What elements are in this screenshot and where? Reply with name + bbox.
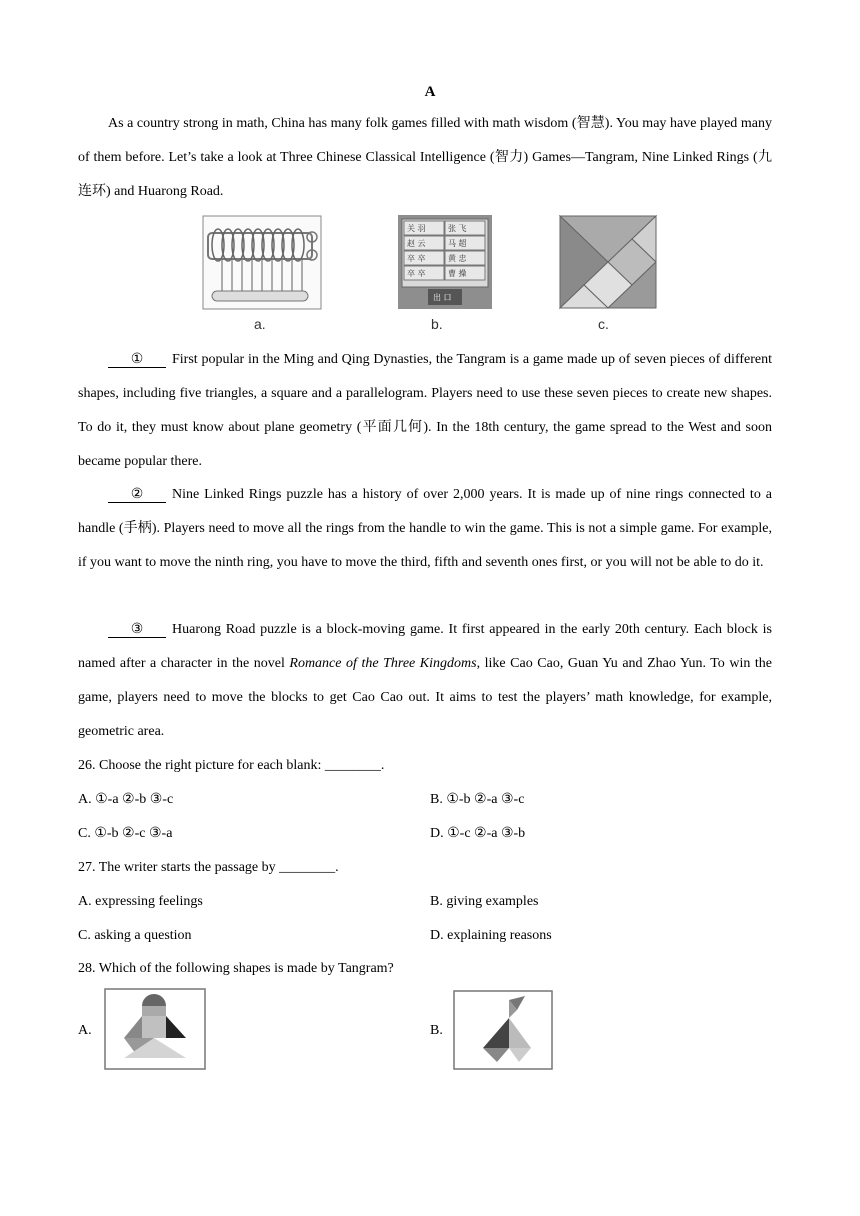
question-27-option-b[interactable]: B. giving examples (430, 894, 539, 909)
huarong-cell-text: 马 超 (448, 239, 467, 248)
intro-paragraph: As a country strong in math, China has many folk games filled with math wisdom (智慧). You may have played many of them before. Let’s take a look at Three Chinese Classical Intelligence (智力) Games—Tangram, Nine Linked Rings (九连环) and Huarong Road. (78, 116, 772, 199)
blank-1: ① (108, 352, 166, 368)
tangram-figure-person[interactable] (104, 988, 206, 1070)
figure-tangram-square (559, 215, 657, 309)
question-28-option-a-label[interactable]: A. (78, 1023, 92, 1038)
paragraph-text: , like Cao Cao, Guan Yu and Zhao Yun. To win the game, players need to move the blocks to get Cao Cao out. It aims to test the players’ math knowledge, for example, geometric area. (78, 656, 773, 739)
paragraph-nine-rings (78, 478, 772, 580)
blank-3: ③ (108, 622, 166, 638)
question-27-option-a[interactable]: A. expressing feelings (78, 894, 203, 909)
blank-2: ② (108, 487, 166, 503)
huarong-cell-text: 黄 忠 (448, 254, 467, 263)
huarong-cell-text: 卒 卒 (407, 269, 426, 278)
question-26-stem: 26. Choose the right picture for each blank: ________. (78, 758, 385, 773)
huarong-exit-text: 出 口 (433, 293, 452, 302)
huarong-cell-text: 曹 操 (448, 269, 467, 278)
question-27-option-c[interactable]: C. asking a question (78, 928, 192, 943)
question-27-option-d[interactable]: D. explaining reasons (430, 928, 552, 943)
question-26-option-a[interactable]: A. ①-a ②-b ③-c (78, 792, 174, 807)
huarong-cell-text: 关 羽 (407, 224, 426, 233)
figure-a-label: a. (254, 316, 266, 332)
figure-huarong-road (398, 215, 492, 309)
figure-nine-linked-rings (202, 215, 322, 310)
question-26-option-d[interactable]: D. ①-c ②-a ③-b (430, 826, 526, 841)
tangram-figure-bird[interactable] (453, 990, 553, 1070)
novel-title: Romance of the Three Kingdoms (289, 656, 477, 671)
question-26-option-b[interactable]: B. ①-b ②-a ③-c (430, 792, 525, 807)
question-26-option-c[interactable]: C. ①-b ②-c ③-a (78, 826, 173, 841)
passage-heading: A (424, 84, 436, 100)
figure-b-label: b. (431, 316, 443, 332)
figure-c-label: c. (598, 316, 609, 332)
paragraph-text: First popular in the Ming and Qing Dynasties, the Tangram is a game made up of seven pieces of different shapes, including five triangles, a square and a parallelogram. Players need to use these seven pieces to create new shapes. To do it, they must know about plane geometry (平面几何). In the 18th century, the game spread to the West and soon became popular there. (78, 352, 772, 469)
paragraph-text: Huarong Road puzzle is a block-moving game. It first appeared in the early 20th century. Each block is named after a character in the novel (78, 622, 772, 671)
paragraph-tangram (78, 343, 772, 479)
question-28-stem: 28. Which of the following shapes is made by Tangram? (78, 961, 394, 976)
paragraph-text: Nine Linked Rings puzzle has a history of over 2,000 years. It is made up of nine rings connected to a handle (手柄). Players need to move all the rings from the handle to win the game. This is not a simple game. For example, if you want to move the ninth ring, you have to move the third, fifth and seventh ones first, or you will not be able to do it. (78, 487, 772, 570)
question-27-stem: 27. The writer starts the passage by ________. (78, 860, 339, 875)
huarong-cell-text: 卒 卒 (407, 254, 426, 263)
huarong-cell-text: 赵 云 (407, 239, 426, 248)
question-28-option-b-label[interactable]: B. (430, 1023, 443, 1038)
huarong-cell-text: 张 飞 (448, 224, 467, 233)
paragraph-huarong (78, 613, 772, 749)
